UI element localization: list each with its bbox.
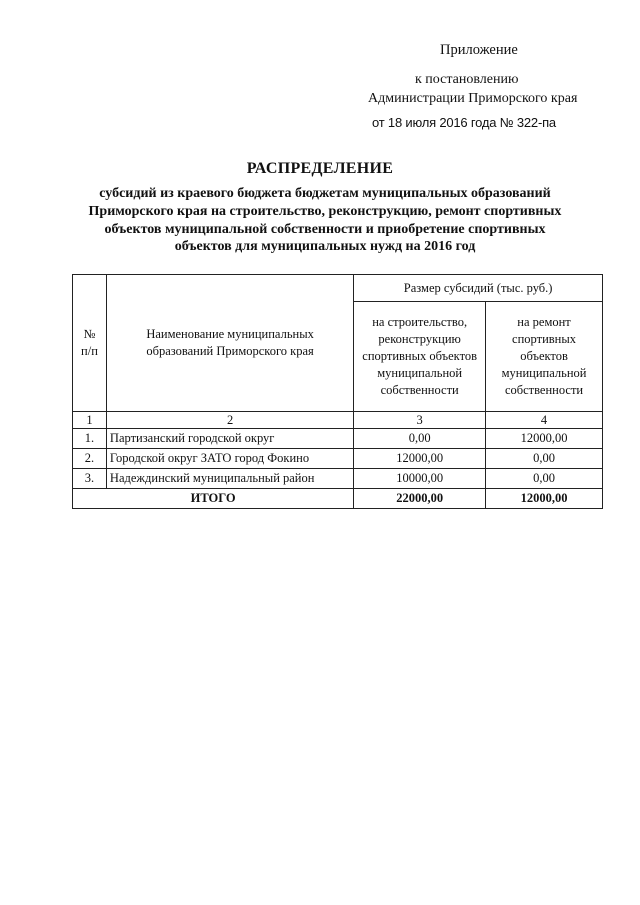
row-name: Партизанский городской округ — [106, 429, 353, 449]
row-construction: 12000,00 — [354, 449, 486, 469]
table-row — [73, 469, 603, 489]
subtitle-line: объектов для муниципальных нужд на 2016 год — [174, 239, 476, 255]
header-text: муниципальной — [377, 366, 463, 380]
decree-reference-line2: Администрации Приморского края — [368, 91, 578, 106]
subtitle-line: объектов муниципальной собственности и приобретение спортивных — [104, 221, 546, 237]
total-row — [73, 489, 603, 509]
subtitle-line: субсидий из краевого бюджета бюджетам муниципальных образований — [99, 186, 551, 201]
header-text: образований Приморского края — [146, 344, 314, 358]
document-subtitle — [80, 185, 570, 256]
row-name: Надеждинский муниципальный район — [106, 469, 353, 489]
row-repair: 0,00 — [486, 469, 603, 489]
column-number: 3 — [354, 412, 486, 429]
row-num: 1. — [73, 429, 107, 449]
row-repair: 0,00 — [486, 449, 603, 469]
header-text: № — [83, 327, 96, 341]
subtitle-line: Приморского края на строительство, реконструкцию, ремонт спортивных — [88, 203, 562, 219]
header-text: объектов — [520, 349, 568, 363]
column-number: 4 — [486, 412, 603, 429]
column-number-row — [73, 412, 603, 429]
row-construction: 10000,00 — [354, 469, 486, 489]
header-text: спортивных объектов — [362, 349, 478, 363]
total-repair: 12000,00 — [486, 489, 603, 509]
header-repair — [486, 302, 603, 412]
document-title: РАСПРЕДЕЛЕНИЕ — [246, 160, 394, 177]
header-text: реконструкцию — [378, 332, 461, 346]
appendix-label: Приложение — [440, 42, 518, 58]
column-number: 2 — [106, 412, 353, 429]
column-number: 1 — [73, 412, 107, 429]
header-num — [73, 275, 107, 412]
header-text: п/п — [81, 344, 98, 358]
header-name — [106, 275, 353, 412]
decree-reference-line1: к постановлению — [415, 72, 519, 87]
row-repair: 12000,00 — [486, 429, 603, 449]
header-text: собственности — [380, 383, 459, 397]
row-num: 3. — [73, 469, 107, 489]
header-text: Наименование муниципальных — [146, 327, 314, 341]
table-row — [73, 429, 603, 449]
header-text: собственности — [504, 383, 584, 397]
table-row — [73, 449, 603, 469]
distribution-table — [72, 274, 603, 509]
header-text: муниципальной — [501, 366, 587, 380]
row-name: Городской округ ЗАТО город Фокино — [106, 449, 353, 469]
row-construction: 0,00 — [354, 429, 486, 449]
total-label: ИТОГО — [73, 489, 354, 509]
header-text: на строительство, — [372, 315, 468, 329]
header-text: на ремонт — [517, 315, 571, 329]
header-text: спортивных — [512, 332, 577, 346]
total-construction: 22000,00 — [354, 489, 486, 509]
header-construction — [354, 302, 486, 412]
row-num: 2. — [73, 449, 107, 469]
header-subsidy-group: Размер субсидий (тыс. руб.) — [354, 275, 603, 302]
decree-number: от 18 июля 2016 года № 322-па — [372, 115, 556, 130]
